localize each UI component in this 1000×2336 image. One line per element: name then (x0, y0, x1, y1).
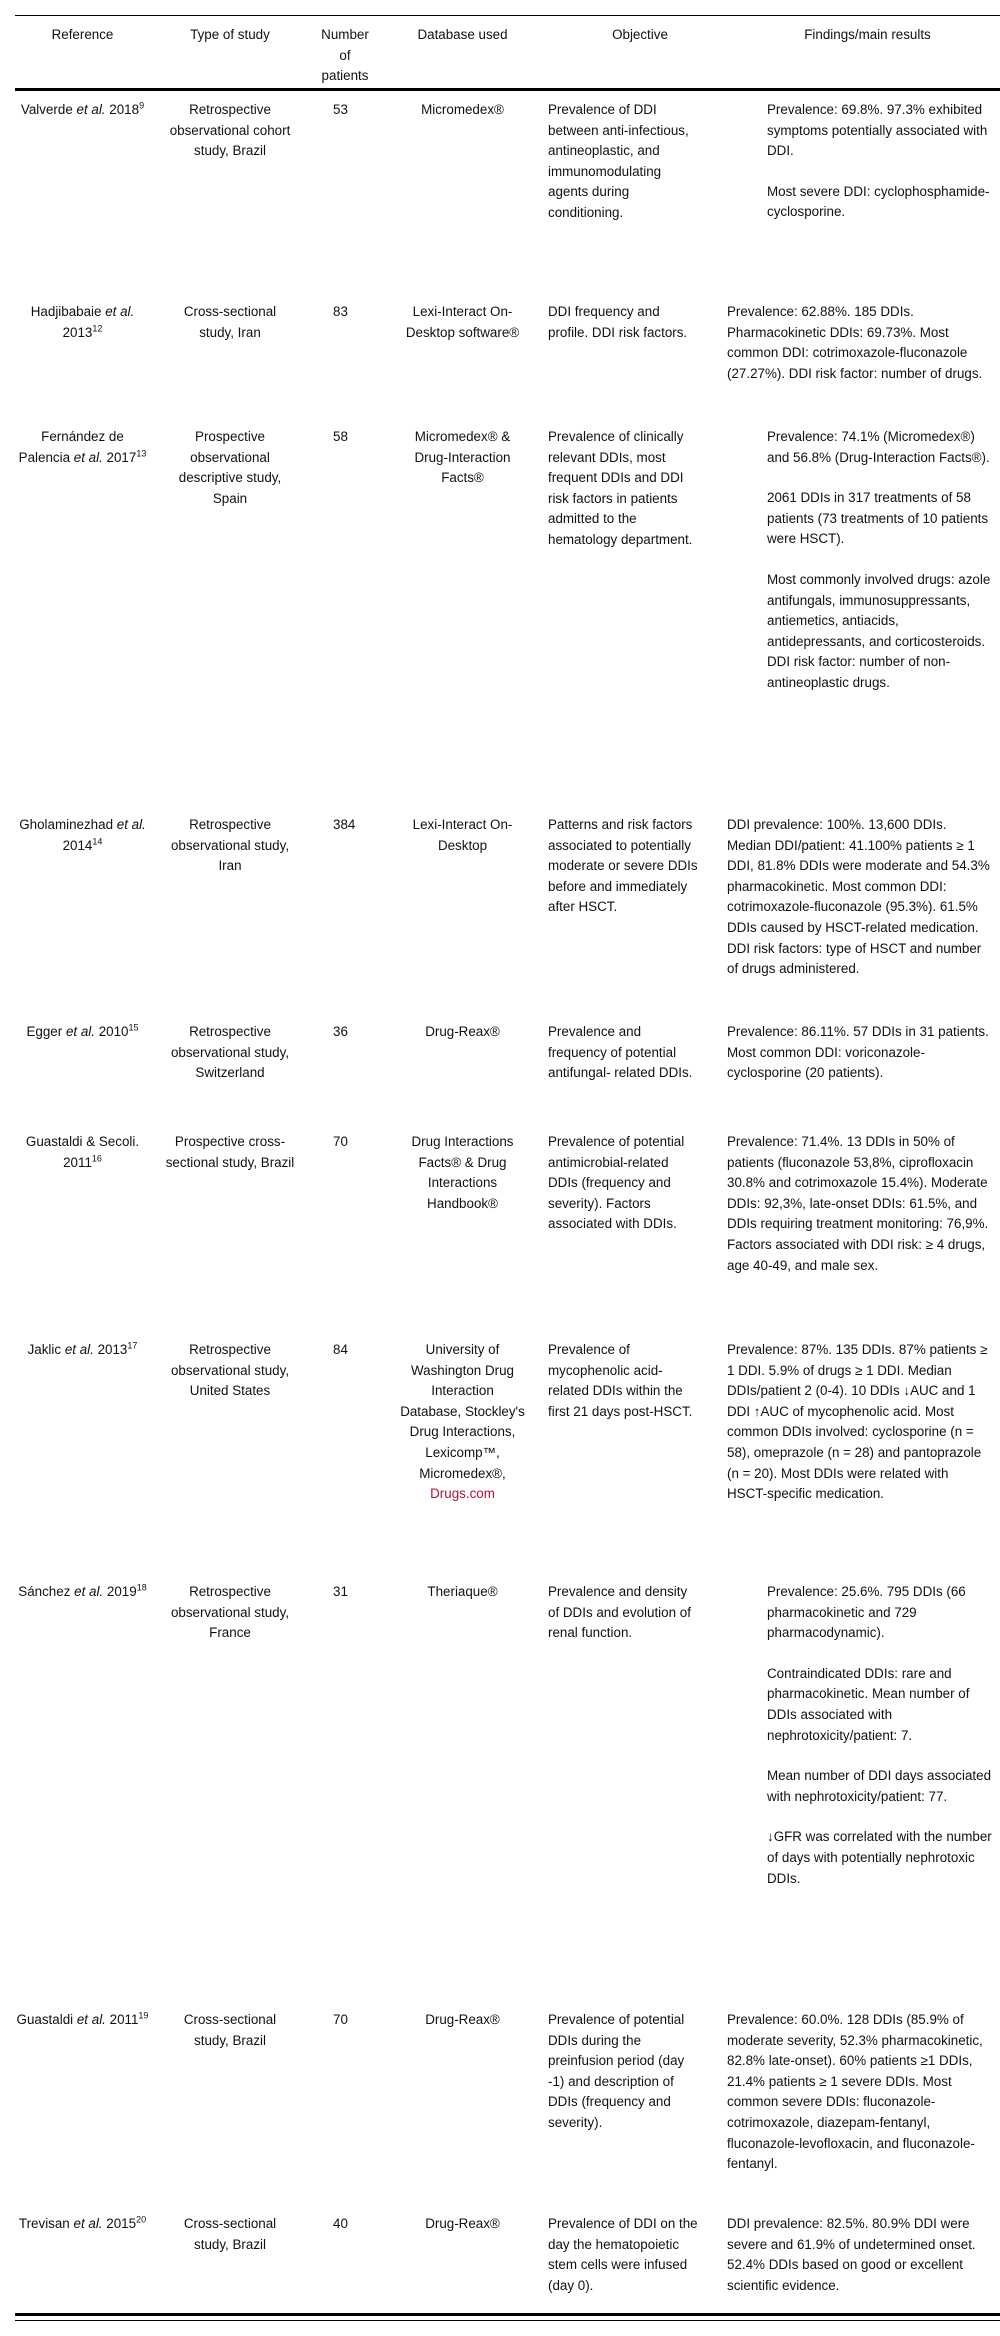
type-of-study-cell: Retrospective observational cohort study, Brazil (169, 102, 291, 159)
patients-cell: 36 (333, 1024, 348, 1039)
database-cell: Micromedex® (421, 102, 504, 117)
findings-cell: Prevalence: 60.0%. 128 DDIs (85.9% of moderate severity, 52.3% pharmacokinetic, 82.8% late-onset). 60% patients ≥1 DDIs, 21.4% patients ≥ 1 severe DDIs. Most common severe DDIs: fluconazole-cotrimoxazole, diazepam-fentanyl, fluconazole-levofloxacin, and fluconazole-fentanyl. (727, 2012, 983, 2172)
database-cell: Lexi-Interact On-Desktop software® (405, 304, 520, 340)
type-of-study-cell: Retrospective observational study, France (170, 1584, 290, 1641)
reference-cell: Gholaminezhad et al. 2014$^{14}$ (19, 817, 146, 853)
database-cell: Theriaque® (427, 1584, 498, 1599)
type-of-study-cell: Cross-sectional study, Iran (183, 304, 277, 340)
header-type-of-study: Type of study (190, 27, 270, 42)
objective-cell: Prevalence of potential antimicrobial-related DDIs (frequency and severity). Factors associated with DDIs. (548, 1134, 685, 1232)
type-of-study-cell: Prospective cross-sectional study, Brazil (165, 1134, 295, 1170)
drugs-com-link[interactable]: Drugs.com (430, 1486, 495, 1502)
findings-cell: Prevalence: 25.6%. 795 DDIs (66 pharmacokinetic and 729 pharmacodynamic). Contraindicated DDIs: rare and pharmacokinetic. Mean number of DDIs associated with nephrotoxicity/patient: 7. Mean number of DDI days associated with nephrotoxicity/patient: 77. ↓GFR was correlated with the number of days with potentially nephrotoxic DDIs. (767, 1584, 992, 1886)
findings-cell: Prevalence: 62.88%. 185 DDIs. Pharmacokinetic DDIs: 69.73%. Most common DDI: cotrimoxazole-fluconazole (27.27%). DDI risk factor: number of drugs. (727, 304, 983, 381)
objective-cell: Prevalence of mycophenolic acid- related DDIs within the first 21 days post-HSCT. (548, 1342, 693, 1419)
findings-cell: Prevalence: 71.4%. 13 DDIs in 50% of patients (fluconazole 53,8%, ciprofloxacin 30.8% and cotrimoxazole 15.4%). Moderate DDIs: 92,3%, late-onset DDIs: 61.5%, and DDIs requiring treatment monitoring: 76,9%. Factors associated with DDI risk: ≥ 4 drugs, age 40-49, and male sex. (727, 1134, 989, 1273)
patients-cell: 40 (333, 2216, 348, 2231)
findings-cell: Prevalence: 86.11%. 57 DDIs in 31 patients. Most common DDI: voriconazole-cyclosporine (20 patients). (727, 1024, 989, 1081)
findings-cell: DDI prevalence: 82.5%. 80.9% DDI were severe and 61.9% of undetermined onset. 52.4% DDIs based on good or excellent scientific evidence. (727, 2216, 976, 2293)
objective-cell: Prevalence of potential DDIs during the preinfusion period (day -1) and description of DDIs (frequency and severity). (548, 2012, 685, 2130)
database-cell: Lexi-Interact On-Desktop (412, 817, 513, 853)
findings-cell: DDI prevalence: 100%. 13,600 DDIs. Median DDI/patient: 41.100% patients ≥ 1 DDI, 81.8% DDIs were moderate and 54.3% pharmacokinetic. Most common DDI: cotrimoxazole-fluconazole (95.3%). 61.5% DDIs caused by HSCT-related medication. DDI risk factors: type of HSCT and number of drugs administered. (727, 817, 990, 977)
type-of-study-cell: Cross-sectional study, Brazil (183, 2216, 277, 2252)
type-of-study-cell: Retrospective observational study, United States (170, 1342, 290, 1399)
database-cell: Drug-Reax® (425, 2012, 500, 2027)
table-bottom-rule-thick (15, 2313, 1000, 2316)
header-reference: Reference (51, 27, 114, 42)
patients-cell: 53 (333, 102, 348, 117)
objective-cell: DDI frequency and profile. DDI risk factors. (548, 304, 688, 340)
reference-cell: Guastaldi et al. 2011$^{19}$ (16, 2010, 149, 2027)
reference-cell: Fernández de Palencia et al. 2017$^{13}$ (18, 429, 147, 465)
findings-cell: Prevalence: 74.1% (Micromedex®) and 56.8% (Drug-Interaction Facts®). 2061 DDIs in 317 treatments of 58 patients (73 treatments of 10 patients were HSCT). Most commonly involved drugs: azole antifungals, immunosuppressants, antiemetics, antiacids, antidepressants, and corticosteroids. DDI risk factor: number of non-antineoplastic drugs. (767, 429, 991, 690)
reference-cell: Valverde et al. 2018$^9$ (20, 100, 145, 117)
reference-cell: Guastaldi & Secoli. 2011$^{16}$ (25, 1134, 140, 1170)
database-cell: Drug Interactions Facts® & Drug Interactions Handbook® (411, 1134, 514, 1211)
objective-cell: Prevalence and density of DDIs and evolution of renal function. (548, 1584, 691, 1641)
database-cell: University of Washington Drug Interaction Database, Stockley's Drug Interactions, Lexicomp™, Micromedex®, Drugs.com (400, 1342, 525, 1502)
table-top-rule (15, 15, 1000, 16)
reference-cell: Trevisan et al. 2015$^{20}$ (18, 2214, 147, 2231)
reference-cell: Hadjibabaie et al. 2013$^{12}$ (30, 304, 135, 340)
objective-cell: Prevalence of DDI on the day the hematopoietic stem cells were infused (day 0). (548, 2216, 698, 2293)
database-cell: Drug-Reax® (425, 2216, 500, 2231)
patients-cell: 31 (333, 1584, 348, 1599)
reference-cell: Jaklic et al. 2013$^{17}$ (27, 1340, 138, 1357)
header-findings: Findings/main results (804, 27, 931, 42)
patients-cell: 70 (333, 1134, 348, 1149)
patients-cell: 70 (333, 2012, 348, 2027)
findings-cell: Prevalence: 69.8%. 97.3% exhibited symptoms potentially associated with DDI. Most severe DDI: cyclophosphamide-cyclosporine. (767, 102, 990, 220)
database-cell: Drug-Reax® (425, 1024, 500, 1039)
objective-cell: Prevalence of DDI between anti-infectious, antineoplastic, and immunomodulating agents during conditioning. (548, 102, 689, 220)
objective-cell: Patterns and risk factors associated to potentially moderate or severe DDIs before and immediately after HSCT. (548, 817, 698, 915)
patients-cell: 84 (333, 1342, 348, 1357)
type-of-study-cell: Prospective observational descriptive study, Spain (178, 429, 282, 506)
table-bottom-rule-thin (15, 2320, 1000, 2321)
reference-cell: Egger et al. 2010$^{15}$ (26, 1022, 139, 1039)
patients-cell: 384 (333, 817, 356, 832)
type-of-study-cell: Retrospective observational study, Switzerland (170, 1024, 290, 1081)
header-number-of-patients: Number of patients (321, 27, 369, 84)
type-of-study-cell: Cross-sectional study, Brazil (183, 2012, 277, 2048)
database-cell: Micromedex® & Drug-Interaction Facts® (414, 429, 511, 486)
header-database-used: Database used (417, 27, 508, 42)
patients-cell: 58 (333, 429, 348, 444)
objective-cell: Prevalence and frequency of potential antifungal- related DDIs. (548, 1024, 693, 1081)
type-of-study-cell: Retrospective observational study, Iran (170, 817, 290, 874)
header-objective: Objective (612, 27, 668, 42)
findings-cell: Prevalence: 87%. 135 DDIs. 87% patients ≥ 1 DDI. 5.9% of drugs ≥ 1 DDI. Median DDIs/patient 2 (0-4). 10 DDIs ↓AUC and 1 DDI ↑AUC of mycophenolic acid. Most common DDIs involved: cyclosporine (n = 58), omeprazole (n = 28) and pantoprazole (n = 20). Most DDIs were related with HSCT-specific medication. (727, 1342, 988, 1502)
patients-cell: 83 (333, 304, 348, 319)
reference-cell: Sánchez et al. 2019$^{18}$ (18, 1582, 147, 1599)
table-header-rule (15, 88, 1000, 91)
objective-cell: Prevalence of clinically relevant DDIs, most frequent DDIs and DDI risk factors in patients admitted to the hematology department. (548, 429, 693, 547)
